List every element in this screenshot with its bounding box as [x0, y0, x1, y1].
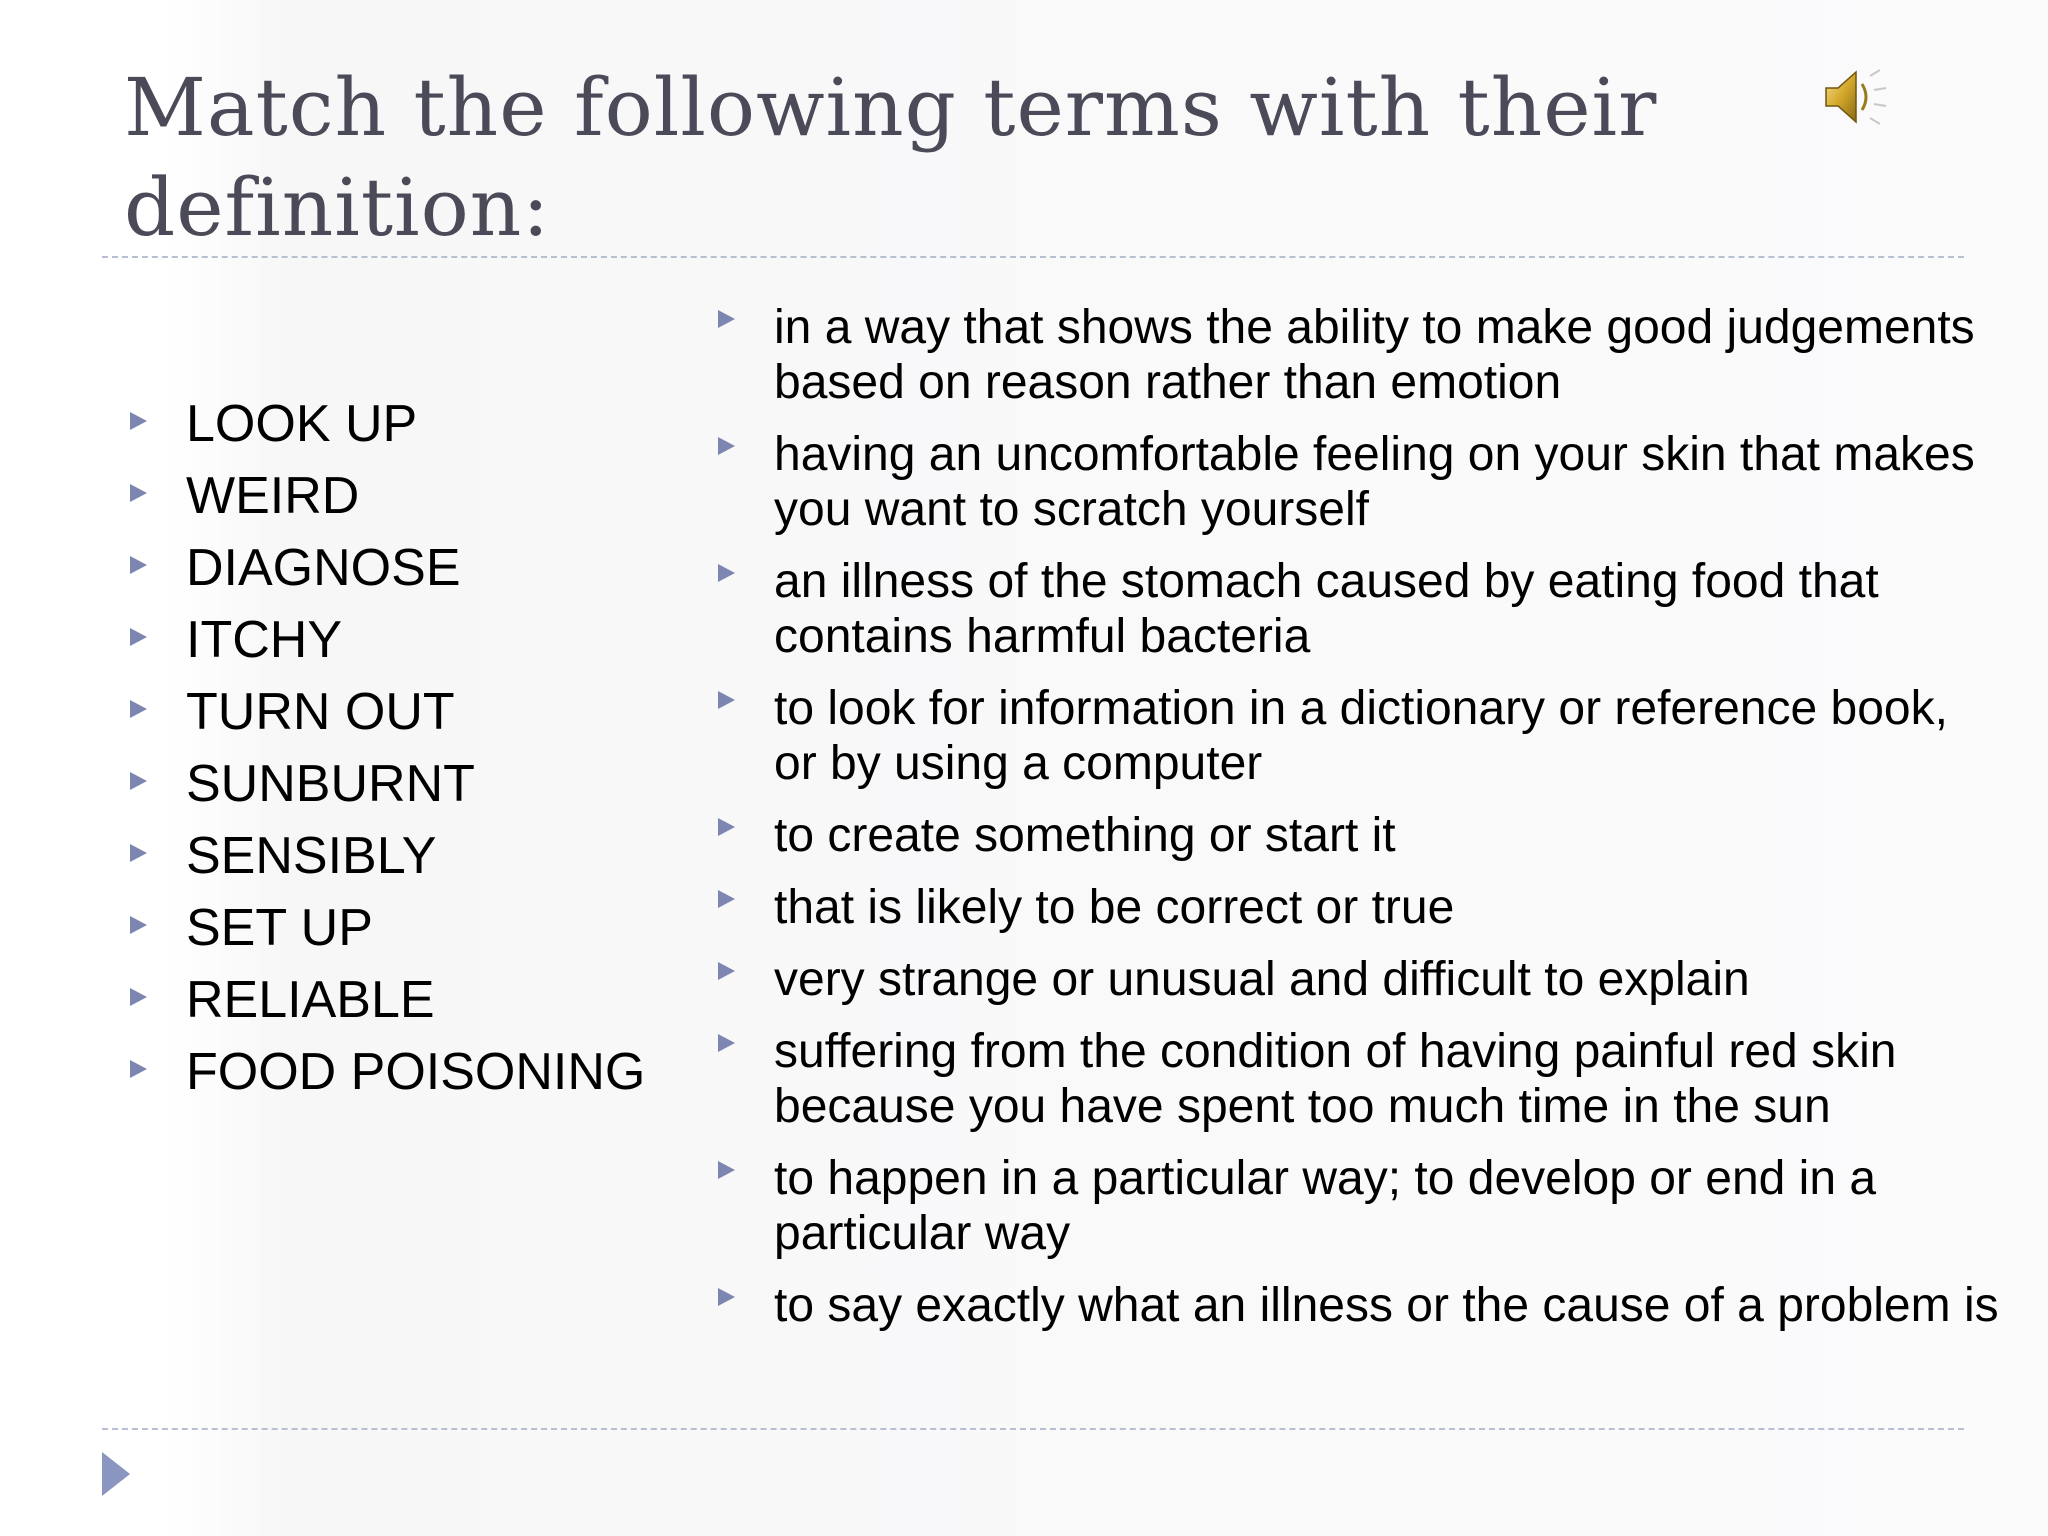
triangle-bullet-icon: [718, 962, 735, 980]
term-item: [124, 964, 724, 1036]
term-text: SENSIBLY: [186, 827, 437, 885]
next-slide-arrow-icon[interactable]: [102, 1452, 130, 1496]
definition-item: [712, 427, 2002, 537]
definition-text: to look for information in a dictionary or reference book, or by using a computer: [774, 682, 1948, 790]
term-text: DIAGNOSE: [186, 539, 461, 597]
definition-text: to say exactly what an illness or the cause of a problem is: [774, 1279, 1999, 1332]
term-text: TURN OUT: [186, 683, 455, 741]
definition-text: to create something or start it: [774, 809, 1396, 862]
term-item: [124, 460, 724, 532]
title-divider: [102, 256, 1964, 258]
definition-text: suffering from the condition of having painful red skin because you have spent too much time in the sun: [774, 1025, 1897, 1133]
term-item: [124, 820, 724, 892]
triangle-bullet-icon: [718, 437, 735, 455]
term-text: SUNBURNT: [186, 755, 475, 813]
definition-item: [712, 1024, 2002, 1134]
term-text: LOOK UP: [186, 395, 418, 453]
triangle-bullet-icon: [718, 564, 735, 582]
term-item: [124, 1036, 724, 1108]
term-text: RELIABLE: [186, 971, 435, 1029]
term-text: FOOD POISONING: [186, 1043, 646, 1101]
definition-item: [712, 554, 2002, 664]
term-text: WEIRD: [186, 467, 360, 525]
triangle-bullet-icon: [130, 556, 147, 574]
definition-text: to happen in a particular way; to develop or end in a particular way: [774, 1152, 1877, 1260]
term-item: [124, 676, 724, 748]
definition-item: [712, 1151, 2002, 1261]
triangle-bullet-icon: [718, 1288, 735, 1306]
triangle-bullet-icon: [130, 700, 147, 718]
term-text: SET UP: [186, 899, 373, 957]
speaker-icon[interactable]: [1820, 62, 1890, 132]
term-item: [124, 532, 724, 604]
triangle-bullet-icon: [130, 484, 147, 502]
definition-item: [712, 1278, 2002, 1333]
triangle-bullet-icon: [718, 1034, 735, 1052]
definition-text: an illness of the stomach caused by eating food that contains harmful bacteria: [774, 555, 1879, 663]
definition-item: [712, 300, 2002, 410]
triangle-bullet-icon: [718, 1161, 735, 1179]
definition-text: that is likely to be correct or true: [774, 881, 1455, 934]
definition-item: [712, 880, 2002, 935]
triangle-bullet-icon: [130, 988, 147, 1006]
triangle-bullet-icon: [130, 844, 147, 862]
triangle-bullet-icon: [130, 772, 147, 790]
definition-item: [712, 808, 2002, 863]
triangle-bullet-icon: [130, 628, 147, 646]
definition-text: having an uncomfortable feeling on your skin that makes you want to scratch yourself: [774, 428, 1975, 536]
slide-title: Match the following terms with their definition:: [124, 61, 1658, 254]
term-item: [124, 892, 724, 964]
triangle-bullet-icon: [130, 1060, 147, 1078]
triangle-bullet-icon: [718, 310, 735, 328]
triangle-bullet-icon: [718, 818, 735, 836]
definition-text: very strange or unusual and difficult to explain: [774, 953, 1750, 1006]
terms-list: [124, 388, 724, 1108]
term-item: [124, 748, 724, 820]
definition-text: in a way that shows the ability to make good judgements based on reason rather than emotion: [774, 301, 1975, 409]
triangle-bullet-icon: [130, 916, 147, 934]
definition-item: [712, 681, 2002, 791]
definitions-list: [712, 300, 2002, 1350]
triangle-bullet-icon: [130, 412, 147, 430]
term-item: [124, 388, 724, 460]
term-item: [124, 604, 724, 676]
triangle-bullet-icon: [718, 890, 735, 908]
triangle-bullet-icon: [718, 691, 735, 709]
footer-divider: [102, 1428, 1964, 1430]
definition-item: [712, 952, 2002, 1007]
term-text: ITCHY: [186, 611, 342, 669]
